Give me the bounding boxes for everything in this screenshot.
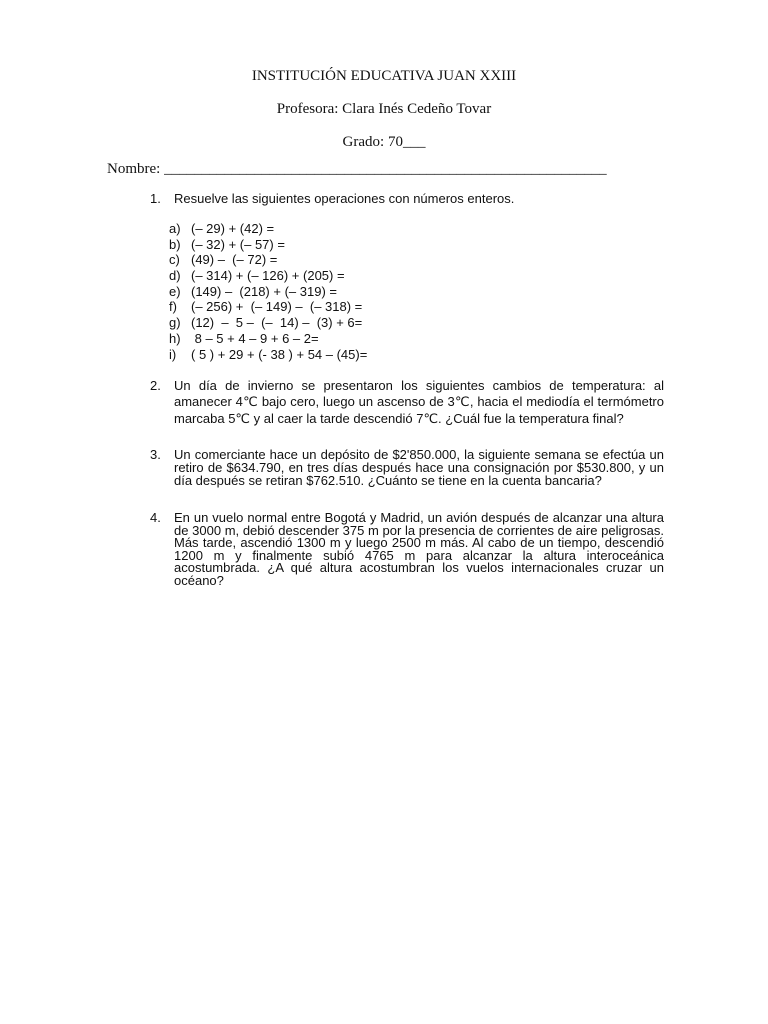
operation-item (169, 237, 367, 253)
operations-list (169, 221, 367, 362)
operation-item (169, 331, 367, 347)
question-3-number: 3. (150, 447, 161, 462)
operation-letter: c) (169, 252, 180, 268)
grade-line: Grado: 70___ (342, 134, 426, 150)
operation-expression: (149) – (218) + (– 319) = (191, 283, 337, 299)
operation-letter: e) (169, 283, 181, 299)
question-4-number: 4. (150, 510, 161, 525)
question-2-number: 2. (150, 378, 161, 393)
question-1-text: Resuelve las siguientes operaciones con números enteros. (174, 191, 515, 206)
operation-item (169, 268, 367, 284)
question-2 (150, 378, 664, 427)
operation-expression: (– 32) + (– 57) = (191, 236, 285, 252)
operation-expression: (– 29) + (42) = (191, 221, 275, 236)
operation-letter: g) (169, 315, 181, 331)
question-4 (150, 512, 664, 588)
question-1 (150, 191, 670, 206)
operation-expression: ( 5 ) + 29 + (- 38 ) + 54 – (45)= (191, 346, 368, 362)
question-3 (150, 448, 664, 487)
operation-expression: (– 256) + (– 149) – (– 318) = (191, 299, 363, 315)
operation-item (169, 299, 367, 315)
question-3-text: Un comerciante hace un depósito de $2'850.000, la siguiente semana se efectúa un retiro de $634.790, en tres días después hace una consignación por $530.800, y un día después se retiran $762.510. ¿Cuánto se tiene en la cuenta bancaria? (174, 447, 664, 488)
operation-letter: h) (169, 330, 181, 346)
teacher-name: Profesora: Clara Inés Cedeño Tovar (276, 101, 492, 117)
operation-expression: (12) – 5 – (– 14) – (3) + 6= (191, 315, 363, 331)
question-2-text: Un día de invierno se presentaron los siguientes cambios de temperatura: al amanecer 4℃ bajo cero, luego un ascenso de 3℃, hacia el mediodía el termómetro marcaba 5℃ y al caer la tarde descendió 7℃. ¿Cuál fue la temperatura final? (174, 378, 664, 426)
operation-expression: 8 – 5 + 4 – 9 + 6 – 2= (191, 330, 319, 346)
operation-letter: a) (169, 221, 181, 236)
question-1-number: 1. (150, 191, 161, 206)
operation-letter: b) (169, 236, 181, 252)
operation-item (169, 221, 367, 237)
operation-item (169, 315, 367, 331)
operation-item (169, 252, 367, 268)
operation-letter: d) (169, 268, 181, 284)
operation-expression: (– 314) + (– 126) + (205) = (191, 268, 345, 284)
operation-letter: f) (169, 299, 177, 315)
student-name-field: Nombre: ___________________________________________________________ (107, 161, 607, 177)
operation-item (169, 347, 367, 363)
operation-expression: (49) – (– 72) = (191, 252, 278, 268)
question-4-text: En un vuelo normal entre Bogotá y Madrid, un avión después de alcanzar una altura de 3000 m, debió descender 375 m por la presencia de corrientes de aire peligrosas. Más tarde, ascendió 1300 m y luego 2500 m más. Al cabo de un tiempo, descendió 1200 m y finalmente subió 4765 m para alcanzar la altura interoceánica acostumbrada. ¿A qué altura acostumbran los vuelos internacionales cruzar un océano? (174, 510, 664, 588)
operation-letter: i) (169, 346, 177, 362)
operation-item (169, 284, 367, 300)
school-title: INSTITUCIÓN EDUCATIVA JUAN XXIII (251, 68, 517, 84)
